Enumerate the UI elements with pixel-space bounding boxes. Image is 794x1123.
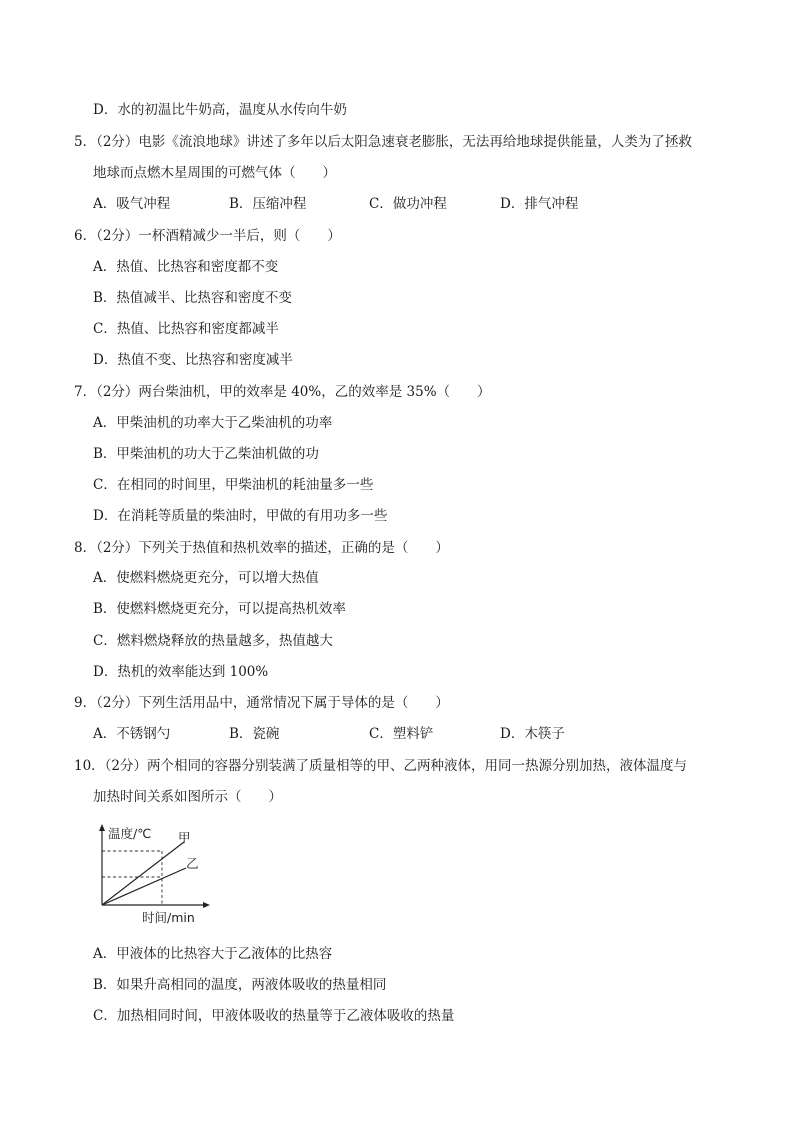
- q8-option-c: C．燃料燃烧释放的热量越多，热值越大: [93, 633, 333, 649]
- q10-option-b: B．如果升高相同的温度，两液体吸收的热量相同: [93, 977, 387, 993]
- q5-stem-line1: 5．（2分）电影《流浪地球》讲述了多年以后太阳急速衰老膨胀，无法再给地球提供能量，人类为了拯救: [74, 134, 692, 150]
- q5-options: [93, 194, 713, 214]
- q6-option-b: B．热值减半、比热容和密度不变: [93, 290, 292, 306]
- q5-option-b: B．压缩冲程: [229, 196, 307, 212]
- q10-option-c: C．加热相同时间，甲液体吸收的热量等于乙液体吸收的热量: [93, 1008, 455, 1024]
- q9-option-d: D．木筷子: [500, 726, 565, 742]
- q10-stem-line2: 加热时间关系如图所示（ ）: [93, 789, 282, 805]
- line-yi: [102, 868, 186, 905]
- q6-option-c: C．热值、比热容和密度都减半: [93, 321, 279, 337]
- q5-option-c: C．做功冲程: [369, 196, 447, 212]
- temperature-time-graph: [88, 822, 218, 928]
- q10-option-a: A．甲液体的比热容大于乙液体的比热容: [93, 946, 333, 962]
- line-jia-label: 甲: [178, 830, 191, 845]
- q6-stem: 6．（2分）一杯酒精减少一半后，则（ ）: [74, 228, 341, 244]
- q8-option-a: A．使燃料燃烧更充分，可以增大热值: [93, 570, 319, 586]
- q9-option-c: C．塑料铲: [369, 726, 434, 742]
- q10-stem-line1: 10．（2分）两个相同的容器分别装满了质量相等的甲、乙两种液体，用同一热源分别加热，液体温度与: [74, 758, 688, 774]
- x-axis-arrow: [203, 902, 210, 908]
- q7-option-b: B．甲柴油机的功大于乙柴油机做的功: [93, 446, 319, 462]
- y-axis-arrow: [99, 824, 105, 831]
- q9-option-a: A．不锈钢勺: [93, 726, 171, 742]
- q5-stem-line2: 地球而点燃木星周围的可燃气体（ ）: [93, 165, 336, 181]
- q6-option-d: D．热值不变、比热容和密度减半: [93, 352, 293, 368]
- q6-option-a: A．热值、比热容和密度都不变: [93, 259, 279, 275]
- q9-stem: 9．（2分）下列生活用品中，通常情况下属于导体的是（ ）: [74, 695, 449, 711]
- q8-option-b: B．使燃料燃烧更充分，可以提高热机效率: [93, 601, 346, 617]
- q5-option-d: D．排气冲程: [500, 196, 579, 212]
- q9-options: [93, 724, 713, 744]
- line-jia: [102, 842, 184, 905]
- q8-stem: 8．（2分）下列关于热值和热机效率的描述，正确的是（ ）: [74, 540, 449, 556]
- q9-option-b: B．瓷碗: [229, 726, 280, 742]
- q7-option-d: D．在消耗等质量的柴油时，甲做的有用功多一些: [93, 508, 388, 524]
- q7-option-a: A．甲柴油机的功率大于乙柴油机的功率: [93, 415, 333, 431]
- q4-option-d: D．水的初温比牛奶高，温度从水传向牛奶: [93, 102, 347, 118]
- q5-option-a: A．吸气冲程: [93, 196, 171, 212]
- x-axis-label: 时间/min: [142, 910, 195, 925]
- line-yi-label: 乙: [186, 856, 199, 871]
- q8-option-d: D．热机的效率能达到 100%: [93, 664, 269, 680]
- q7-option-c: C．在相同的时间里，甲柴油机的耗油量多一些: [93, 477, 374, 493]
- q7-stem: 7．（2分）两台柴油机，甲的效率是 40%，乙的效率是 35%（ ）: [74, 384, 491, 400]
- y-axis-label: 温度/℃: [108, 826, 152, 841]
